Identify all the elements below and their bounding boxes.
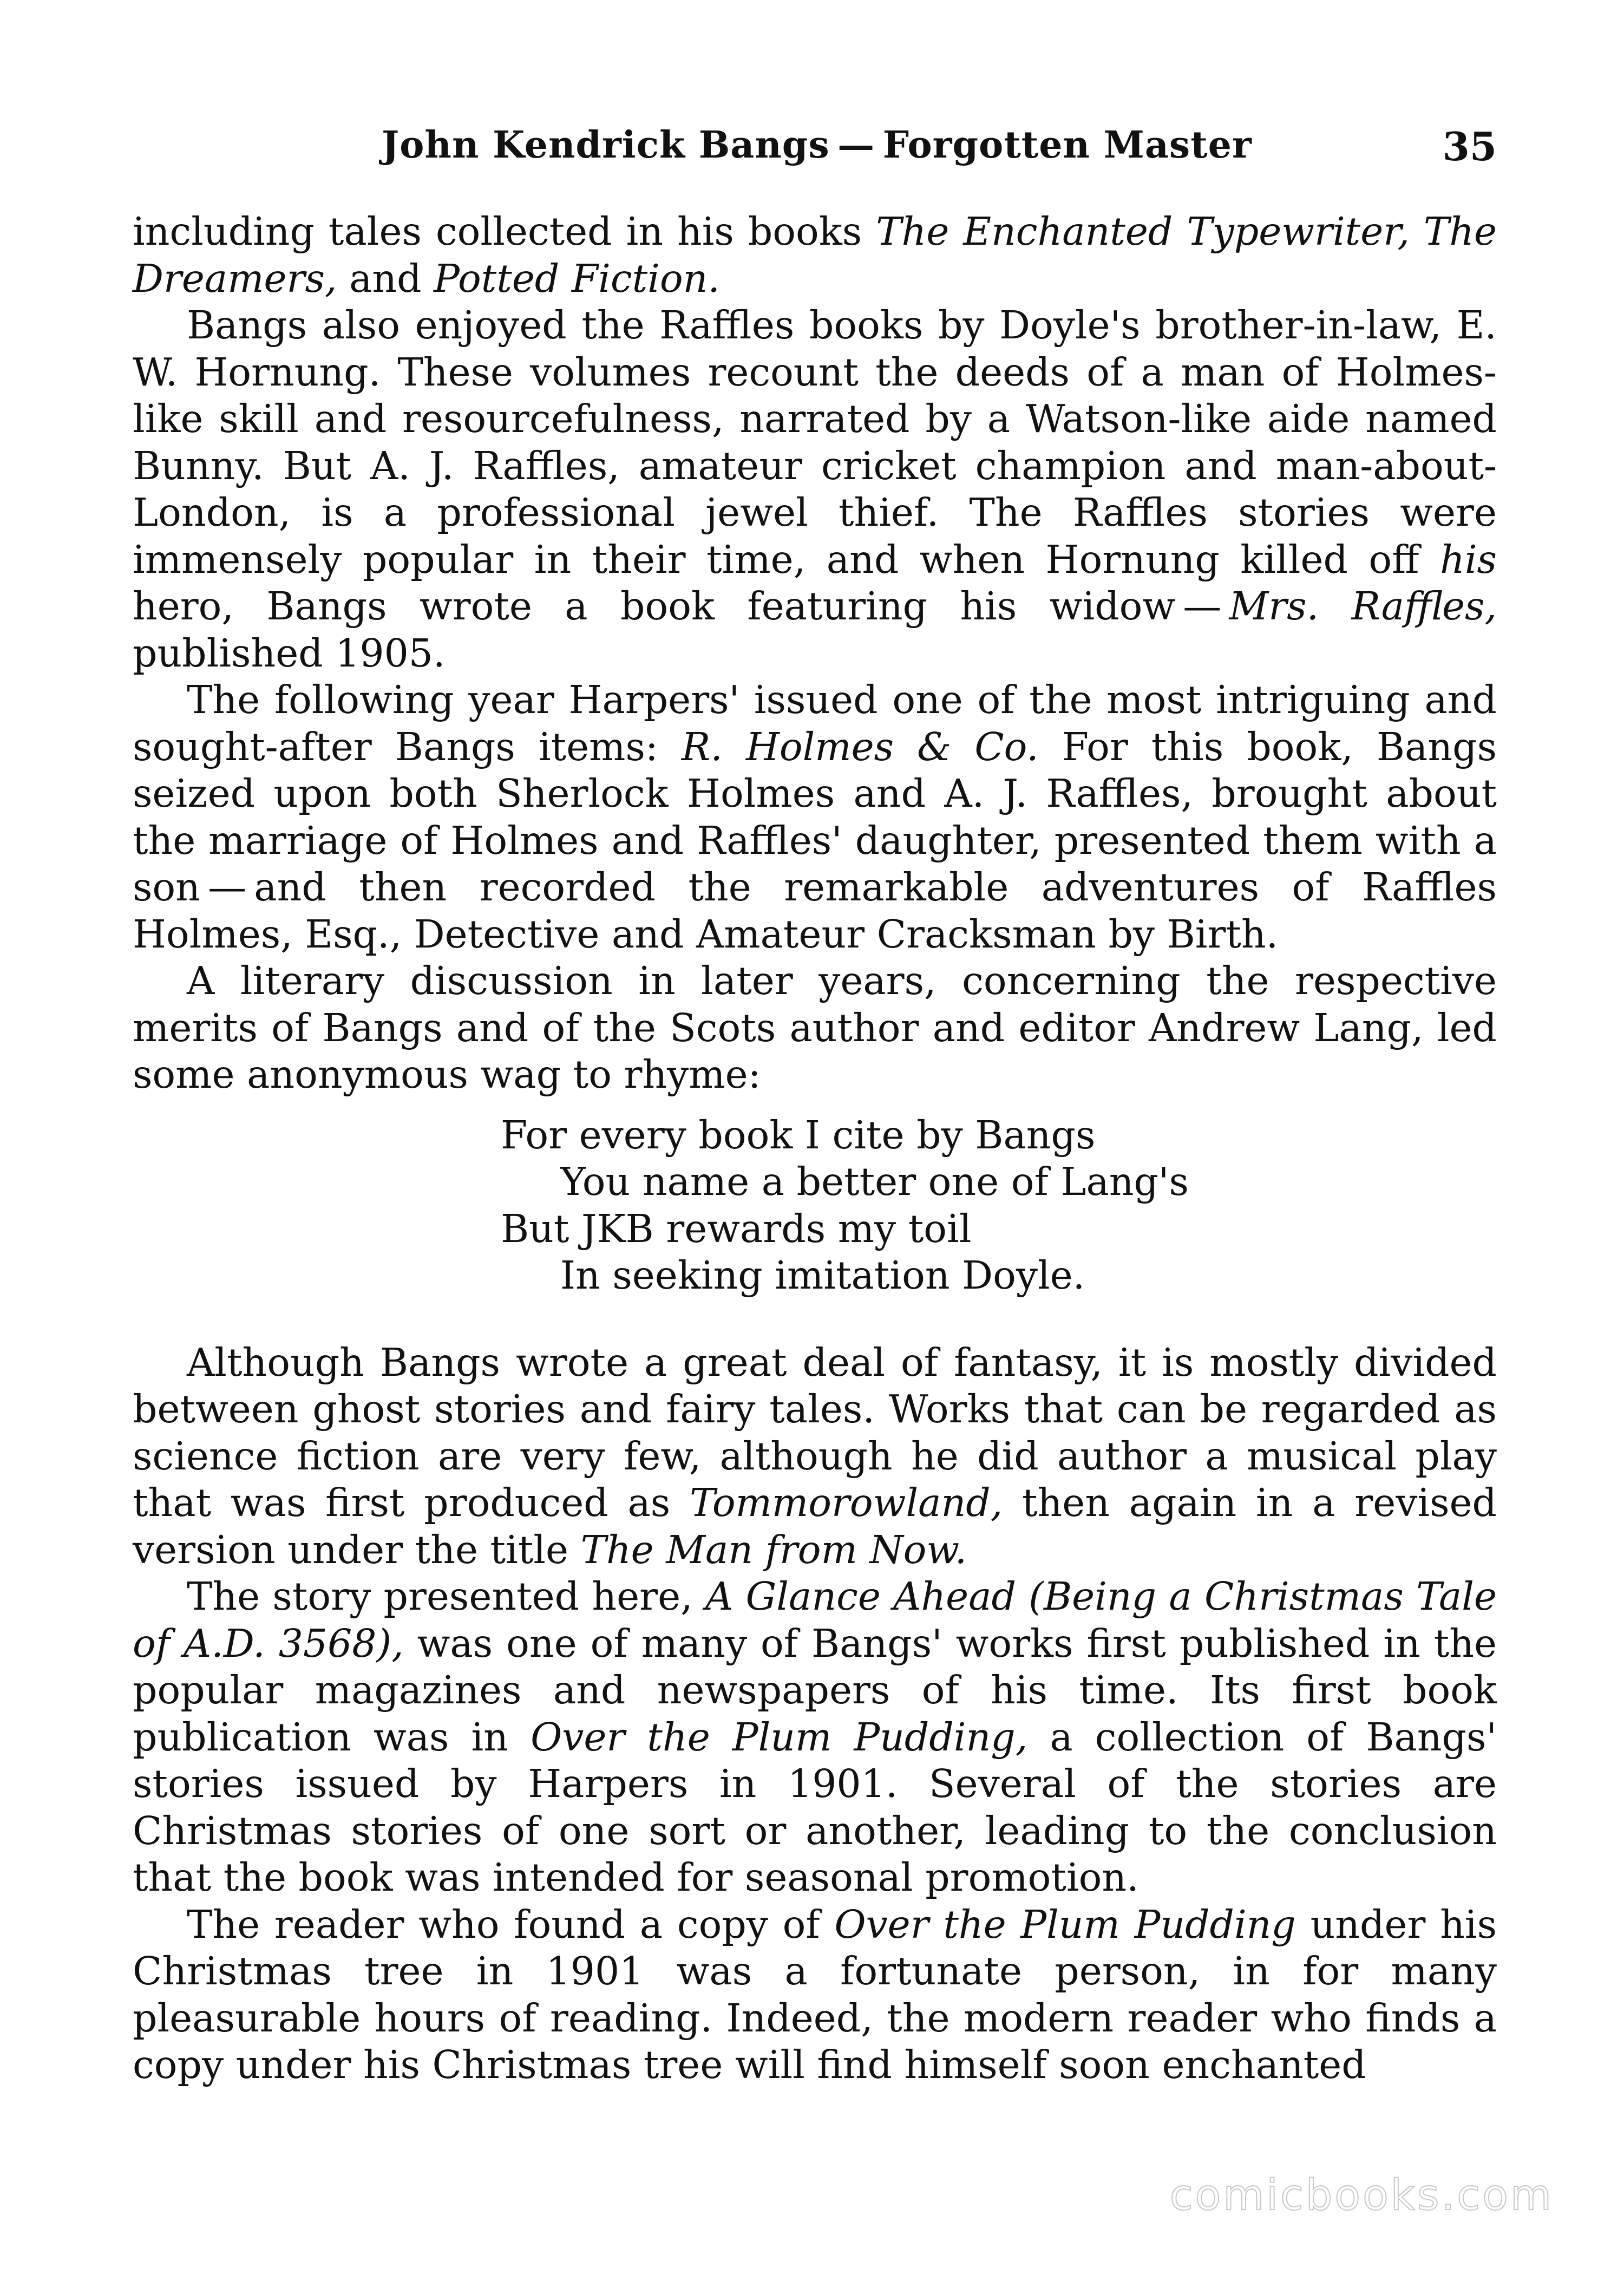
- paragraph: [133, 302, 1497, 677]
- running-head: [133, 123, 1497, 183]
- text-run: a collection of Bangs' stories issued by Harpers in 1901. Several of the stories are Christmas stories of one sort or another, leading to the conclusion that the book was intended for seasonal promotion.: [133, 1714, 1497, 1900]
- text-run: including tales collected in his books: [133, 209, 876, 254]
- italic-text-run: Tommorowland,: [690, 1480, 1003, 1525]
- watermark-logo: comicbooks.com: [1169, 2171, 1554, 2220]
- italic-text-run: R. Holmes & Co.: [681, 724, 1039, 769]
- page-number: 35: [1442, 123, 1497, 169]
- text-run: Although Bangs wrote a great deal of fantasy, it is mostly divided between ghost stories and fairy tales. Works that can be regarded as science fiction are very few, although he did author a musical play that was first produced as: [133, 1339, 1497, 1525]
- italic-text-run: Over the Plum Pudding,: [531, 1714, 1028, 1760]
- text-run: Bangs also enjoyed the Raffles books by Doyle's brother-in-law, E. W. Hornung. These volumes recount the deeds of a man of Holmes-like skill and resourcefulness, narrated by a Watson-like aide named Bunny. But A. J. Raffles, amateur cricket champion and man-about-London, is a professional jewel thief. The Raffles stories were immensely popular in their time, and when Hornung killed off: [133, 303, 1497, 582]
- text-run: then again in a revised version under the title: [133, 1480, 1497, 1572]
- verse-line: For every book I cite by Bangs: [501, 1112, 1096, 1158]
- paragraph: [133, 1339, 1497, 1574]
- paragraph: [133, 1901, 1497, 2089]
- paragraphs-after-verse: [133, 1339, 1497, 2089]
- text-run: under his Christmas tree in 1901 was a fortunate person, in for many pleasurable hours of reading. Indeed, the modern reader who finds a copy under his Christmas tree will find himself soon enchanted: [133, 1901, 1497, 2087]
- text-run: published 1905.: [133, 630, 446, 676]
- italic-text-run: his: [1440, 537, 1497, 582]
- verse-gap: [133, 1299, 1497, 1339]
- verse-line: But JKB rewards my toil: [501, 1206, 972, 1251]
- italic-text-run: Potted Fiction.: [434, 256, 720, 301]
- running-title: John Kendrick Bangs — Forgotten Master: [382, 123, 1252, 167]
- text-run: The following year Harpers' issued one of the most intriguing and sought-after Bangs items:: [133, 677, 1497, 769]
- text-run: A literary discussion in later years, concerning the respective merits of Bangs and of the Scots author and editor Andrew Lang, led some anonymous wag to rhyme:: [133, 958, 1497, 1097]
- text-run: The reader who found a copy of: [187, 1901, 835, 1947]
- text-run: For this book, Bangs seized upon both Sherlock Holmes and A. J. Raffles, brought about the marriage of Holmes and Raffles' daughter, presented them with a son — and then recorded the remarkable adventures of Raffles Holmes, Esq., Detective and Amateur Cracksman by Birth.: [133, 724, 1497, 957]
- paragraph: [133, 958, 1497, 1099]
- italic-text-run: Over the Plum Pudding: [834, 1901, 1296, 1947]
- paragraph: [133, 1573, 1497, 1901]
- verse-quotation: [501, 1099, 1497, 1299]
- italic-text-run: The Man from Now.: [580, 1527, 967, 1572]
- verse-line: In seeking imitation Doyle.: [560, 1253, 1085, 1298]
- italic-text-run: A Glance Ahead (Being a Christmas Tale of A.D. 3568),: [133, 1574, 1497, 1666]
- verse-line: You name a better one of Lang's: [560, 1159, 1189, 1204]
- text-run: was one of many of Bangs' works first published in the popular magazines and newspapers of his time. Its first book publication was in: [133, 1620, 1497, 1760]
- italic-text-run: Mrs. Raffles,: [1229, 584, 1497, 629]
- text-run: and: [337, 256, 434, 301]
- paragraph: [133, 677, 1497, 958]
- paragraph: [133, 208, 1497, 302]
- italic-text-run: The Enchanted Typewriter, The Dreamers,: [133, 209, 1497, 301]
- text-run: hero, Bangs wrote a book featuring his widow —: [133, 584, 1229, 629]
- text-run: The story presented here,: [187, 1574, 705, 1619]
- paragraphs-before-verse: [133, 208, 1497, 1099]
- body-text: [133, 208, 1497, 2089]
